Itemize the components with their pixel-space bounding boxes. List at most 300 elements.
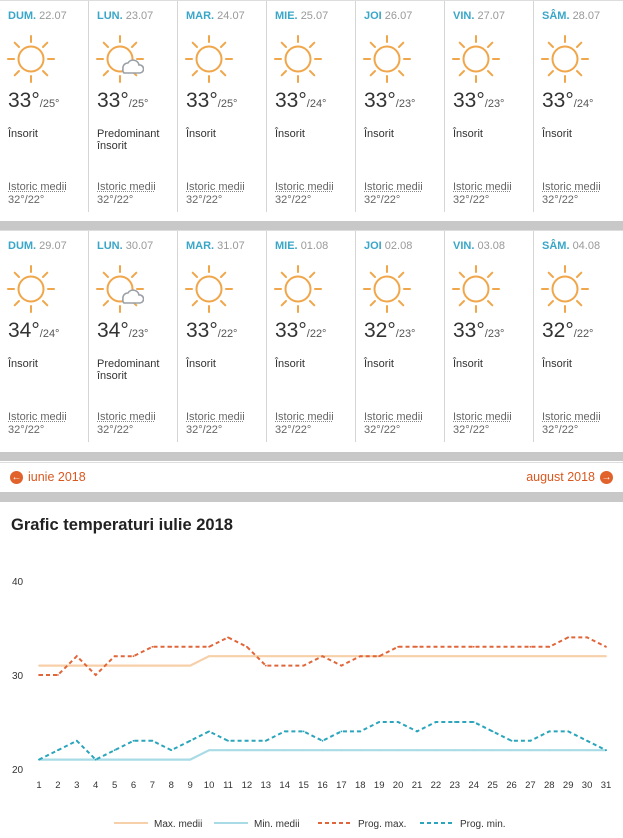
historical-label[interactable]: Istoric medii (364, 411, 423, 423)
max-temperature: 32° (364, 319, 396, 342)
weather-description: Însorit (8, 358, 38, 370)
data-point (435, 721, 437, 723)
day-name: MAR. (186, 10, 215, 22)
day-temperature (97, 89, 148, 113)
day-card[interactable] (356, 231, 445, 442)
historical-averages (97, 181, 156, 207)
data-point (378, 721, 380, 723)
data-point (567, 655, 569, 657)
min-temperature: /24° (306, 98, 327, 110)
max-temperature: 33° (275, 319, 307, 342)
weather-description: Predominant însorit (97, 128, 160, 152)
day-date: 25.07 (300, 10, 329, 22)
x-tick-label: 19 (373, 780, 385, 791)
weather-description: Predominant însorit (97, 358, 160, 382)
min-temperature: /25° (217, 98, 238, 110)
y-tick-label: 40 (12, 577, 24, 588)
series-line-max-medii (39, 656, 606, 665)
data-point (303, 731, 305, 733)
data-point (397, 655, 399, 657)
data-point (492, 749, 494, 751)
day-header (8, 240, 67, 252)
historical-averages (186, 411, 245, 437)
x-tick-label: 17 (336, 780, 347, 791)
weather-description: Însorit (275, 358, 305, 370)
data-point (114, 665, 116, 667)
day-name: JOI (364, 10, 382, 22)
day-date: 23.07 (125, 10, 154, 22)
historical-values: 32°/22° (97, 194, 134, 206)
day-header (275, 10, 328, 22)
day-date: 22.07 (39, 10, 67, 22)
data-point (114, 759, 116, 761)
x-tick-label: 7 (149, 780, 156, 791)
x-tick-label: 11 (223, 780, 233, 791)
sun-icon (363, 265, 411, 313)
data-point (38, 665, 40, 667)
data-point (511, 740, 513, 742)
data-point (208, 731, 210, 733)
data-point (605, 646, 607, 648)
day-name: DUM. (8, 240, 37, 252)
legend-label: Prog. min. (460, 819, 506, 830)
data-point (265, 740, 267, 742)
historical-values: 32°/22° (364, 424, 401, 436)
data-point (473, 655, 475, 657)
historical-values: 32°/22° (542, 194, 579, 206)
x-tick-label: 15 (298, 780, 309, 791)
weather-description: Însorit (364, 358, 394, 370)
data-point (57, 759, 59, 761)
day-card[interactable] (178, 231, 267, 442)
day-header (186, 10, 245, 22)
x-tick-label: 18 (355, 780, 366, 791)
historical-averages (453, 411, 512, 437)
data-point (114, 749, 116, 751)
data-point (454, 721, 456, 723)
sun-icon (541, 35, 589, 83)
data-point (530, 740, 532, 742)
day-temperature (8, 319, 59, 343)
data-point (416, 646, 418, 648)
day-name: LUN. (97, 10, 123, 22)
day-temperature (275, 89, 326, 113)
month-navigation (0, 462, 623, 492)
sun-icon (185, 265, 233, 313)
max-temperature: 33° (275, 89, 307, 112)
day-card[interactable] (89, 1, 178, 212)
historical-label[interactable]: Istoric medii (8, 181, 67, 193)
data-point (189, 646, 191, 648)
data-point (548, 655, 550, 657)
data-point (605, 749, 607, 751)
data-point (435, 646, 437, 648)
x-tick-label: 23 (449, 780, 461, 791)
data-point (548, 731, 550, 733)
day-card[interactable] (267, 1, 356, 212)
data-point (152, 646, 154, 648)
data-point (189, 740, 191, 742)
weather-description: Însorit (8, 128, 38, 140)
x-tick-label: 14 (279, 780, 290, 791)
data-point (341, 655, 343, 657)
x-tick-label: 9 (187, 780, 193, 791)
historical-label[interactable]: Istoric medii (275, 181, 334, 193)
day-name: SÂM. (542, 10, 570, 22)
x-tick-label: 26 (506, 780, 517, 791)
data-point (208, 749, 210, 751)
data-point (530, 646, 532, 648)
data-point (265, 665, 267, 667)
previous-month-label: iunie 2018 (28, 470, 86, 484)
min-temperature: /23° (395, 328, 416, 340)
x-tick-label: 31 (600, 780, 612, 791)
day-name: JOI (364, 240, 382, 252)
data-point (303, 749, 305, 751)
day-date: 27.07 (477, 10, 505, 22)
data-point (246, 740, 248, 742)
day-header (97, 240, 153, 252)
data-point (95, 665, 97, 667)
day-temperature (542, 319, 593, 343)
x-tick-label: 13 (260, 780, 272, 791)
previous-month-link[interactable] (10, 470, 86, 484)
historical-averages (453, 181, 512, 207)
data-point (170, 759, 172, 761)
day-temperature (275, 319, 326, 343)
data-point (114, 655, 116, 657)
data-point (265, 655, 267, 657)
weather-description: Însorit (453, 358, 483, 370)
x-tick-label: 21 (411, 780, 423, 791)
data-point (530, 749, 532, 751)
data-point (397, 646, 399, 648)
x-tick-label: 2 (55, 780, 61, 791)
max-temperature: 33° (8, 89, 40, 112)
historical-averages (275, 181, 334, 207)
data-point (246, 646, 248, 648)
historical-values: 32°/22° (453, 194, 490, 206)
day-name: MIE. (275, 10, 298, 22)
day-name: VIN. (453, 240, 475, 252)
min-temperature: /23° (128, 328, 149, 340)
historical-label[interactable]: Istoric medii (97, 411, 156, 423)
max-temperature: 33° (542, 89, 574, 112)
day-name: MAR. (186, 240, 215, 252)
max-temperature: 33° (186, 319, 218, 342)
x-tick-label: 27 (525, 780, 536, 791)
week-separator (0, 452, 623, 461)
day-temperature (453, 89, 504, 113)
data-point (76, 740, 78, 742)
data-point (416, 731, 418, 733)
data-point (511, 646, 513, 648)
next-month-label: august 2018 (526, 470, 595, 484)
historical-label[interactable]: Istoric medii (275, 411, 334, 423)
min-temperature: /23° (484, 328, 505, 340)
historical-averages (186, 181, 245, 207)
day-name: VIN. (453, 10, 475, 22)
data-point (170, 665, 172, 667)
historical-label[interactable]: Istoric medii (453, 411, 512, 423)
chart-title: Grafic temperaturi iulie 2018 (11, 516, 233, 534)
min-temperature: /25° (128, 98, 149, 110)
day-date: 04.08 (572, 240, 601, 252)
min-temperature: /22° (306, 328, 327, 340)
day-temperature (542, 89, 593, 113)
week-row-1 (0, 0, 623, 212)
historical-averages (542, 411, 601, 437)
day-date: 31.07 (217, 240, 245, 252)
data-point (530, 655, 532, 657)
day-date: 28.07 (572, 10, 601, 22)
data-point (416, 655, 418, 657)
temperature-chart (0, 560, 623, 838)
day-header (8, 10, 67, 22)
historical-label[interactable]: Istoric medii (542, 411, 601, 423)
data-point (492, 731, 494, 733)
week-row-2 (0, 230, 623, 442)
arrow-right-icon: → (601, 471, 612, 483)
max-temperature: 34° (8, 319, 40, 342)
y-tick-label: 30 (12, 671, 24, 682)
data-point (548, 646, 550, 648)
historical-averages (542, 181, 601, 207)
weather-description: Însorit (186, 358, 216, 370)
x-tick-label: 16 (317, 780, 328, 791)
data-point (227, 637, 229, 639)
y-tick-label: 20 (12, 765, 24, 776)
day-card[interactable] (534, 231, 623, 442)
day-header (453, 240, 505, 252)
historical-label[interactable]: Istoric medii (97, 181, 156, 193)
data-point (492, 646, 494, 648)
day-date: 29.07 (39, 240, 67, 252)
data-point (284, 731, 286, 733)
min-temperature: /22° (217, 328, 238, 340)
data-point (548, 749, 550, 751)
sun-icon (541, 265, 589, 313)
data-point (359, 655, 361, 657)
data-point (38, 674, 40, 676)
data-point (473, 646, 475, 648)
section-separator (0, 492, 623, 502)
weather-description: Însorit (542, 128, 572, 140)
data-point (511, 749, 513, 751)
historical-label[interactable]: Istoric medii (8, 411, 67, 423)
data-point (454, 655, 456, 657)
min-temperature: /24° (39, 328, 60, 340)
day-header (453, 10, 505, 22)
day-card[interactable] (0, 1, 89, 212)
data-point (567, 637, 569, 639)
data-point (133, 740, 135, 742)
min-temperature: /22° (573, 328, 594, 340)
sun-icon (452, 265, 500, 313)
x-tick-label: 24 (468, 780, 479, 791)
data-point (152, 759, 154, 761)
historical-values: 32°/22° (186, 424, 223, 436)
data-point (586, 655, 588, 657)
data-point (605, 655, 607, 657)
data-point (189, 759, 191, 761)
max-temperature: 33° (186, 89, 218, 112)
day-temperature (364, 319, 415, 343)
max-temperature: 33° (453, 89, 485, 112)
day-temperature (186, 89, 237, 113)
historical-values: 32°/22° (364, 194, 401, 206)
data-point (95, 674, 97, 676)
data-point (76, 759, 78, 761)
data-point (378, 655, 380, 657)
data-point (473, 749, 475, 751)
day-header (186, 240, 245, 252)
data-point (341, 749, 343, 751)
data-point (586, 749, 588, 751)
day-card[interactable] (445, 1, 534, 212)
legend-label: Prog. max. (358, 819, 407, 830)
day-card[interactable] (356, 1, 445, 212)
historical-averages (364, 411, 423, 437)
day-date: 03.08 (477, 240, 505, 252)
data-point (322, 655, 324, 657)
data-point (416, 749, 418, 751)
historical-averages (364, 181, 423, 207)
historical-values: 32°/22° (97, 424, 134, 436)
historical-label[interactable]: Istoric medii (186, 181, 245, 193)
data-point (397, 721, 399, 723)
weather-description: Însorit (542, 358, 572, 370)
sun-icon (363, 35, 411, 83)
historical-averages (8, 411, 67, 437)
data-point (227, 655, 229, 657)
day-name: LUN. (97, 240, 123, 252)
historical-values: 32°/22° (542, 424, 579, 436)
historical-label[interactable]: Istoric medii (453, 181, 512, 193)
day-temperature (364, 89, 415, 113)
day-name: DUM. (8, 10, 37, 22)
x-tick-label: 4 (93, 780, 99, 791)
historical-label[interactable]: Istoric medii (364, 181, 423, 193)
day-temperature (97, 319, 148, 343)
next-month-link[interactable] (526, 470, 613, 484)
data-point (284, 749, 286, 751)
historical-label[interactable]: Istoric medii (542, 181, 601, 193)
data-point (303, 665, 305, 667)
x-tick-label: 20 (392, 780, 404, 791)
data-point (341, 731, 343, 733)
day-card[interactable] (178, 1, 267, 212)
sun-cloud-icon (96, 35, 144, 83)
day-date: 24.07 (217, 10, 245, 22)
week-separator (0, 221, 623, 230)
x-tick-label: 8 (168, 780, 174, 791)
max-temperature: 33° (364, 89, 396, 112)
day-card[interactable] (267, 231, 356, 442)
day-name: SÂM. (542, 240, 570, 252)
historical-averages (8, 181, 67, 207)
max-temperature: 33° (97, 89, 129, 112)
sun-icon (274, 265, 322, 313)
historical-values: 32°/22° (8, 194, 45, 206)
sun-cloud-icon (96, 265, 144, 313)
historical-averages (97, 411, 156, 437)
x-tick-label: 12 (241, 780, 253, 791)
x-tick-label: 25 (487, 780, 498, 791)
day-card[interactable] (0, 231, 89, 442)
min-temperature: /25° (39, 98, 60, 110)
data-point (208, 646, 210, 648)
historical-values: 32°/22° (186, 194, 223, 206)
data-point (57, 665, 59, 667)
data-point (567, 731, 569, 733)
sun-icon (452, 35, 500, 83)
weather-description: Însorit (453, 128, 483, 140)
data-point (322, 740, 324, 742)
data-point (454, 646, 456, 648)
data-point (341, 665, 343, 667)
x-tick-label: 29 (562, 780, 574, 791)
min-temperature: /24° (573, 98, 594, 110)
weather-description: Însorit (275, 128, 305, 140)
day-card[interactable] (89, 231, 178, 442)
data-point (208, 655, 210, 657)
data-point (359, 731, 361, 733)
series-line-min-medii (39, 750, 606, 759)
data-point (473, 721, 475, 723)
x-tick-label: 10 (203, 780, 215, 791)
data-point (397, 749, 399, 751)
day-header (275, 240, 328, 252)
historical-values: 32°/22° (275, 424, 312, 436)
data-point (38, 759, 40, 761)
weather-description: Însorit (364, 128, 394, 140)
data-point (170, 646, 172, 648)
legend-label: Min. medii (254, 819, 300, 830)
data-point (303, 655, 305, 657)
data-point (492, 655, 494, 657)
historical-label[interactable]: Istoric medii (186, 411, 245, 423)
min-temperature: /23° (484, 98, 505, 110)
data-point (152, 740, 154, 742)
data-point (227, 749, 229, 751)
x-tick-label: 30 (581, 780, 593, 791)
max-temperature: 34° (97, 319, 129, 342)
data-point (511, 655, 513, 657)
x-tick-label: 28 (544, 780, 555, 791)
max-temperature: 32° (542, 319, 574, 342)
day-date: 26.07 (384, 10, 413, 22)
data-point (76, 665, 78, 667)
day-date: 02.08 (384, 240, 413, 252)
data-point (359, 749, 361, 751)
data-point (567, 749, 569, 751)
day-card[interactable] (445, 231, 534, 442)
data-point (586, 637, 588, 639)
sun-icon (274, 35, 322, 83)
data-point (378, 749, 380, 751)
day-temperature (453, 319, 504, 343)
legend-label: Max. medii (154, 819, 203, 830)
data-point (227, 740, 229, 742)
day-card[interactable] (534, 1, 623, 212)
sun-icon (7, 265, 55, 313)
data-point (57, 749, 59, 751)
data-point (284, 665, 286, 667)
data-point (170, 749, 172, 751)
historical-values: 32°/22° (8, 424, 45, 436)
data-point (133, 655, 135, 657)
